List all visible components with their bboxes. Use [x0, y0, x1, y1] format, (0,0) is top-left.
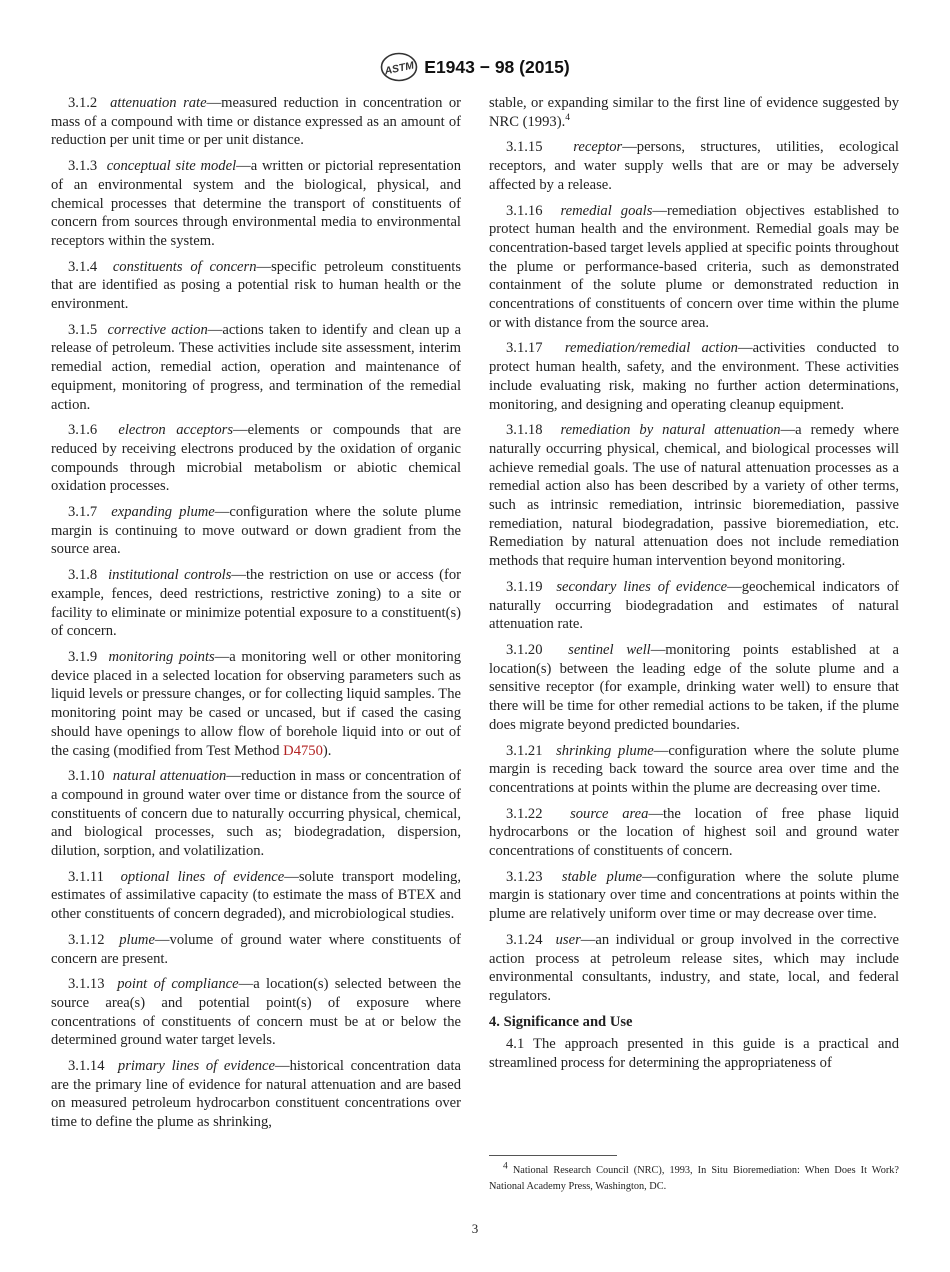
definition-number: 3.1.12 — [68, 931, 105, 948]
definition-term: source area — [570, 805, 649, 822]
definition-paragraph — [51, 258, 461, 314]
definition-text: —remediation objectives established to protect human health and the environment. Remedial goals may be concentration-based target levels applied at specific points throughout the plume or performance-based criteria, such as demonstrated containment of the solute plume or demonstrated reduction in concentrations of constituents of concern over time within the plume or with distance from the source area. — [489, 202, 900, 331]
definition-number: 3.1.21 — [506, 742, 543, 759]
definition-text: —geochemical indicators of naturally occurring biodegradation and estimates of natural attenuation rate. — [489, 578, 899, 633]
definition-term: sentinel well — [568, 641, 651, 658]
definition-text: —solute transport modeling, estimates of assimilative capacity (to estimate the mass of BTEX and other constituents of concern degraded), and microbiological studies. — [51, 868, 462, 923]
definition-term: attenuation rate — [110, 95, 207, 111]
footnote — [489, 1163, 899, 1194]
definition-paragraph — [489, 339, 899, 414]
definition-text: —configuration where the solute plume margin is stationary over time and concentrations at points within the plume are relatively uniform over time or may decrease over time. — [489, 868, 899, 923]
definition-number: 3.1.20 — [506, 641, 543, 658]
definition-term: point of compliance — [117, 976, 239, 993]
definition-number: 3.1.4 — [68, 258, 98, 275]
definition-term: remediation/remedial action — [564, 340, 738, 357]
definition-text: —actions taken to identify and clean up a release of petroleum. These activities include site assessment, interim remedial action, remedial action, operation and maintenance of equipment, monitoring of progress, and termination of the remedial action. — [51, 321, 462, 413]
definition-term: receptor — [573, 139, 623, 156]
section-paragraph: 4.1 The approach presented in this guide is a practical and streamlined process for determining the appropriateness of — [489, 1036, 899, 1072]
definition-text: —persons, structures, utilities, ecological receptors, and water supply wells that are or may be adversely affected by a release. — [489, 139, 899, 193]
definition-number: 3.1.18 — [506, 422, 543, 439]
definition-term: corrective action — [107, 321, 208, 338]
definition-paragraph — [489, 421, 899, 571]
definition-term: remedial goals — [560, 202, 653, 219]
definition-term: electron acceptors — [118, 422, 233, 439]
definition-text: —configuration where the solute plume margin is receding back toward the source area over time and the concentrations at points within the plume are decreasing over time. — [489, 742, 899, 796]
definition-text: —a monitoring well or other monitoring device placed in a selected location for observing parameters such as liquid levels or pressure changes, or for collecting liquid samples. The monitoring point may be cased or uncased, but if cased the casing should have openings to allow flow of borehole liquid into or out of the casing (modified from Test Method — [51, 648, 461, 759]
definition-number: 3.1.10 — [68, 768, 105, 785]
definition-paragraph — [489, 742, 899, 798]
definition-paragraph — [489, 578, 899, 634]
footnote-text: National Research Council (NRC), 1993, In Situ Bioremediation: When Does It Work? National Academy Press, Washington, DC. — [489, 1165, 899, 1192]
definition-number: 3.1.19 — [506, 578, 543, 595]
definition-number: 3.1.5 — [68, 321, 98, 338]
document-id: E1943 − 98 (2015) — [424, 56, 570, 77]
definition-paragraph — [51, 421, 461, 496]
definition-paragraph — [51, 157, 461, 251]
definition-number: 3.1.7 — [68, 504, 98, 521]
definition-number: 3.1.17 — [506, 340, 543, 357]
footnote-ref[interactable]: 4 — [565, 112, 570, 123]
definition-text: —specific petroleum constituents that are identified as posing a potential risk to human health or the environment. — [51, 258, 461, 313]
definition-paragraph — [489, 931, 899, 1006]
definition-text: —historical concentration data are the primary line of evidence for natural attenuation and are based on measured petroleum hydrocarbon constituent concentrations over time to define the plume as shrinking, — [51, 1058, 462, 1131]
definition-text: —reduction in mass or concentration of a compound in ground water over time or distance from the source of constituents of concern due to naturally occurring physical, chemical, and biological processes, such as; biodegradation, dispersion, dilution, sorption, and volatilization. — [51, 768, 462, 860]
definition-text: —elements or compounds that are reduced by receiving electrons produced by the oxidation of organic compounds through microbial metabolism or abiotic chemical oxidation processes. — [51, 422, 461, 495]
section-heading: 4. Significance and Use — [489, 1013, 633, 1030]
definition-paragraph — [51, 503, 461, 559]
definition-text: —the restriction on use or access (for example, fences, deed restrictions, restrictive zoning) to a site or facility to eliminate or minimize potential exposure to a constituent(s) of concern. — [51, 567, 462, 640]
definition-paragraph — [51, 975, 461, 1050]
definition-number: 3.1.16 — [506, 202, 543, 219]
definition-paragraph — [51, 931, 461, 968]
definition-text-end: ). — [322, 742, 332, 759]
right-column — [489, 94, 899, 1080]
definition-paragraph — [51, 767, 461, 861]
definition-number: 3.1.8 — [68, 567, 98, 584]
definition-term: secondary lines of evidence — [556, 578, 728, 595]
footnote-rule — [489, 1155, 617, 1156]
definition-paragraph — [489, 641, 899, 735]
definition-term: expanding plume — [111, 504, 215, 521]
definition-number: 3.1.15 — [506, 139, 543, 156]
definition-text: —measured reduction in concentration or mass of a compound with time or distance expressed as an amount of reduction per unit time or per unit distance. — [51, 95, 461, 149]
definition-number: 3.1.11 — [68, 868, 104, 885]
definition-term: user — [555, 931, 581, 948]
astm-logo-text: ASTM — [383, 59, 416, 78]
definition-text: —configuration where the solute plume margin is continuing to move outward or down gradient from the source area. — [51, 504, 462, 558]
definition-number: 3.1.22 — [506, 805, 543, 822]
left-column — [51, 94, 461, 1139]
definition-text: —the location of free phase liquid hydrocarbons or the location of highest soil and ground water concentrations of constituents of concern. — [489, 805, 899, 860]
definition-number: 3.1.13 — [68, 976, 105, 993]
definition-number: 3.1.23 — [506, 868, 543, 885]
definition-paragraph — [489, 202, 899, 333]
right-definitions — [489, 138, 899, 1005]
definition-paragraph — [489, 868, 899, 924]
continuation-paragraph: stable, or expanding similar to the first line of evidence suggested by NRC (1993).$^4$ — [489, 95, 899, 130]
definition-text: —volume of ground water where constituents of concern are present. — [51, 931, 461, 967]
definition-term: institutional controls — [108, 567, 232, 584]
page-header — [0, 52, 950, 87]
definition-text: —monitoring points established at a location(s) between the leading edge of the solute plume and a sensitive receptor (for example, drinking water well) to ensure that there will be time for other remedial actions to be taken, if the plume does migrate beyond predicted boundaries. — [489, 641, 899, 733]
astm-logo-icon — [380, 52, 418, 82]
definition-paragraph — [489, 805, 899, 861]
definition-text: —activities conducted to protect human health, safety, and the environment. These activities include evaluating risk, making no further action determinations, monitoring, and designing and operating cleanup equipment. — [489, 340, 899, 413]
definition-number: 3.1.6 — [68, 422, 98, 439]
definition-paragraph — [51, 1057, 461, 1132]
definition-term: natural attenuation — [112, 768, 227, 785]
definition-number: 3.1.9 — [68, 648, 98, 665]
definition-number: 3.1.3 — [68, 158, 98, 175]
definition-number: 3.1.14 — [68, 1058, 105, 1075]
definition-term: remediation by natural attenuation — [560, 422, 781, 439]
page-number: 3 — [471, 1221, 479, 1236]
definition-text: —a location(s) selected between the source area(s) and potential point(s) of exposure where concentrations of constituents of concern must be at or below the determined ground water target levels. — [51, 976, 461, 1049]
definition-text: —a written or pictorial representation of an environmental system and the biological, physical, and chemical processes that determine the transport of constituents of concern from sources through environmental media to environmental receptors within the system. — [51, 158, 461, 249]
definition-number: 3.1.2 — [68, 95, 98, 111]
definition-term: plume — [119, 931, 155, 948]
definition-paragraph — [51, 868, 461, 924]
definition-term: primary lines of evidence — [117, 1058, 275, 1075]
test-method-link[interactable]: D4750 — [283, 742, 323, 759]
footnote-mark: 4 — [503, 1161, 508, 1172]
definition-text: —a remedy where naturally occurring physical, chemical, and biological processes will achieve remedial goals. The use of natural attenuation processes as a remedial action also has been described by a variety of other terms, such as intrinsic remediation, intrinsic bioremediation, passive remediation, natural biodegradation, passive bioremediation, etc. Remediation by natural attenuation does not include remediation methods that require human intervention beyond monitoring. — [489, 422, 900, 570]
definition-term: constituents of concern — [112, 258, 257, 275]
definition-term: optional lines of evidence — [120, 868, 285, 885]
definition-text: —an individual or group involved in the corrective action process at petroleum release sites, which may include environmental consultants, industry, and state, local, and federal regulators. — [489, 931, 900, 1004]
definition-term: conceptual site model — [106, 158, 237, 175]
definition-paragraph — [51, 321, 461, 415]
definition-paragraph — [51, 94, 461, 150]
definition-term: monitoring points — [108, 648, 215, 665]
definition-term: shrinking plume — [556, 742, 654, 759]
definition-number: 3.1.24 — [506, 931, 543, 948]
definition-term: stable plume — [561, 868, 643, 885]
definition-paragraph — [489, 138, 899, 194]
definition-paragraph — [51, 648, 461, 760]
definition-paragraph — [51, 566, 461, 641]
